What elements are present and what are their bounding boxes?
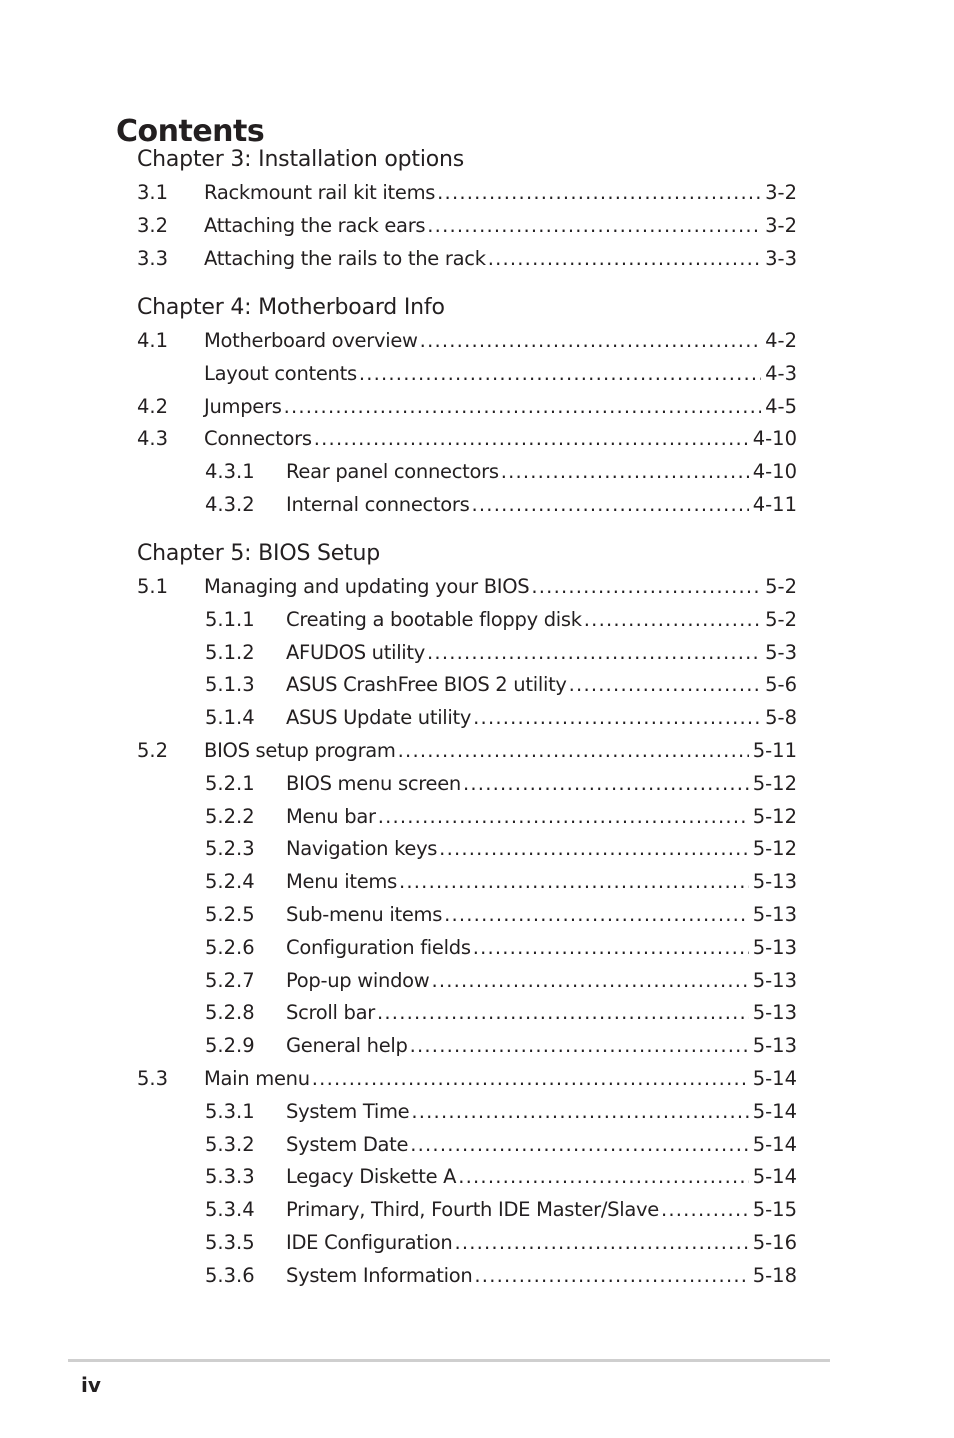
page-title: Contents [116, 114, 265, 150]
entry-page-number: 4-11 [752, 493, 797, 516]
entry-page-number: 3-2 [765, 213, 797, 237]
dot-leader [454, 1227, 748, 1259]
entry-number: 5.3 [137, 1067, 169, 1090]
entry-title: Menu bar [286, 804, 376, 828]
entry-page-number: 5-12 [752, 837, 797, 861]
entry-number: 5.3.6 [205, 1263, 255, 1287]
entry-number: 5.3.1 [205, 1099, 255, 1123]
dot-leader [314, 423, 749, 455]
entry-title: Configuration fields [286, 935, 471, 959]
toc-entry[interactable] [137, 489, 797, 521]
entry-page-number: 5-2 [765, 575, 797, 598]
entry-number: 5.1.4 [205, 706, 255, 730]
entry-number: 3.2 [137, 213, 169, 237]
toc-entry[interactable] [137, 325, 797, 357]
toc-entry[interactable] [137, 1161, 797, 1193]
dot-leader [473, 702, 761, 734]
dot-leader [531, 571, 761, 603]
entry-page-number: 5-13 [752, 903, 797, 926]
entry-title: Connectors [204, 427, 312, 451]
dot-leader [472, 489, 749, 521]
toc-entry[interactable] [137, 735, 797, 767]
entry-title: Menu items [286, 870, 397, 894]
entry-page-number: 5-12 [752, 771, 797, 795]
entry-page-number: 5-14 [752, 1099, 797, 1123]
entry-title: BIOS menu screen [286, 771, 461, 795]
entry-number: 4.3 [137, 427, 169, 451]
entry-title: Rear panel connectors [286, 460, 499, 484]
entry-title: ASUS Update utility [286, 706, 472, 730]
toc-entry[interactable] [137, 423, 797, 455]
entry-page-number: 5-13 [752, 935, 797, 959]
dot-leader [569, 669, 761, 701]
entry-page-number: 5-13 [752, 1001, 797, 1025]
dot-leader [359, 358, 761, 390]
entry-title: Main menu [204, 1067, 310, 1090]
entry-title: Internal connectors [286, 493, 470, 516]
entry-page-number: 5-13 [752, 870, 797, 894]
entry-number: 5.2.5 [205, 903, 255, 926]
entry-title: System Information [286, 1263, 473, 1287]
entry-title: Layout contents [204, 361, 357, 385]
entry-page-number: 5-15 [752, 1198, 797, 1222]
dot-leader [284, 391, 762, 423]
entry-number: 5.1 [137, 575, 169, 598]
toc-entry[interactable] [137, 932, 797, 964]
entry-title: Primary, Third, Fourth IDE Master/Slave [286, 1198, 659, 1222]
entry-title: Attaching the rails to the rack [204, 246, 486, 270]
entry-number: 5.2.7 [205, 968, 255, 992]
entry-number: 4.2 [137, 394, 169, 418]
toc-entry[interactable] [137, 1030, 797, 1062]
entry-page-number: 5-2 [765, 607, 797, 631]
dot-leader [444, 899, 749, 931]
entry-page-number: 4-2 [765, 329, 797, 352]
dot-leader [410, 1129, 749, 1161]
dot-leader [420, 325, 761, 357]
toc-entry[interactable] [137, 702, 797, 734]
toc-entry[interactable] [137, 833, 797, 865]
toc-entry[interactable] [137, 1194, 797, 1226]
entry-title: AFUDOS utility [286, 640, 426, 664]
entry-title: Scroll bar [286, 1001, 375, 1025]
dot-leader [458, 1161, 749, 1193]
entry-page-number: 5-3 [765, 640, 797, 664]
dot-leader [431, 965, 748, 997]
toc-entry[interactable] [137, 391, 797, 423]
entry-title: BIOS setup program [204, 739, 396, 762]
toc-entry[interactable] [137, 1129, 797, 1161]
entry-page-number: 5-14 [752, 1165, 797, 1189]
entry-page-number: 3-3 [765, 246, 797, 270]
entry-page-number: 4-10 [752, 460, 797, 484]
dot-leader [474, 1260, 748, 1292]
chapter-heading: Chapter 5: BIOS Setup [137, 541, 381, 566]
dot-leader [488, 243, 761, 275]
entry-page-number: 5-13 [752, 968, 797, 992]
footer-divider [68, 1359, 830, 1362]
entry-page-number: 4-5 [765, 394, 797, 418]
toc-entry[interactable] [137, 456, 797, 488]
entry-number: 5.2.1 [205, 771, 255, 795]
toc-entry[interactable] [137, 669, 797, 701]
entry-page-number: 5-8 [765, 706, 797, 730]
entry-page-number: 5-18 [752, 1263, 797, 1287]
toc-entry[interactable] [137, 1227, 797, 1259]
entry-number: 5.3.4 [205, 1198, 255, 1222]
toc-entry[interactable] [137, 965, 797, 997]
dot-leader [501, 456, 749, 488]
entry-title: Sub-menu items [286, 903, 443, 926]
dot-leader [378, 801, 749, 833]
entry-title: ASUS CrashFree BIOS 2 utility [286, 673, 567, 697]
entry-page-number: 5-14 [752, 1132, 797, 1156]
dot-leader [377, 997, 749, 1029]
entry-number: 5.1.2 [205, 640, 255, 664]
entry-number: 5.2.3 [205, 837, 255, 861]
entry-number: 5.3.3 [205, 1165, 255, 1189]
toc-entry[interactable] [137, 801, 797, 833]
entry-title: System Time [286, 1099, 410, 1123]
entry-number: 5.2.8 [205, 1001, 255, 1025]
entry-title: System Date [286, 1132, 409, 1156]
entry-number: 5.2.9 [205, 1034, 255, 1058]
entry-number: 5.2.6 [205, 935, 255, 959]
entry-title: Pop-up window [286, 968, 430, 992]
dot-leader [661, 1194, 749, 1226]
toc-entry[interactable] [137, 571, 797, 603]
entry-title: Rackmount rail kit items [204, 181, 436, 204]
dot-leader [398, 735, 749, 767]
toc-entry[interactable] [137, 1096, 797, 1128]
toc-entry[interactable] [137, 637, 797, 669]
entry-title: General help [286, 1034, 408, 1058]
dot-leader [584, 604, 761, 636]
toc-entry[interactable] [137, 768, 797, 800]
entry-number: 5.2 [137, 739, 169, 762]
dot-leader [473, 932, 749, 964]
toc-entry[interactable] [137, 997, 797, 1029]
entry-page-number: 3-2 [765, 181, 797, 204]
toc-entry[interactable] [137, 604, 797, 636]
entry-page-number: 4-3 [765, 361, 797, 385]
entry-number: 5.1.3 [205, 673, 255, 697]
entry-title: Legacy Diskette A [286, 1165, 457, 1189]
page-number: iv [81, 1373, 101, 1397]
entry-title: IDE Configuration [286, 1231, 453, 1254]
entry-number: 5.3.2 [205, 1132, 255, 1156]
toc-entry[interactable] [137, 899, 797, 931]
entry-title: Creating a bootable floppy disk [286, 607, 582, 631]
toc-entry[interactable] [137, 866, 797, 898]
dot-leader [312, 1063, 749, 1095]
dot-leader [437, 177, 761, 209]
entry-page-number: 5-6 [765, 673, 797, 697]
entry-page-number: 4-10 [752, 427, 797, 451]
chapter-heading: Chapter 3: Installation options [137, 147, 465, 172]
entry-number: 4.3.1 [205, 460, 255, 484]
entry-title: Jumpers [204, 394, 282, 418]
dot-leader [399, 866, 749, 898]
entry-title: Managing and updating your BIOS [204, 575, 530, 598]
entry-page-number: 5-14 [752, 1067, 797, 1090]
entry-page-number: 5-13 [752, 1034, 797, 1058]
entry-page-number: 5-11 [752, 739, 797, 762]
toc-entry[interactable] [137, 1063, 797, 1095]
entry-number: 3.1 [137, 181, 169, 204]
toc-entry[interactable] [137, 210, 797, 242]
toc-entry[interactable] [137, 177, 797, 209]
entry-number: 5.2.4 [205, 870, 255, 894]
toc-entry[interactable] [137, 1260, 797, 1292]
entry-number: 5.1.1 [205, 607, 255, 631]
toc-entry[interactable] [137, 358, 797, 390]
chapter-heading: Chapter 4: Motherboard Info [137, 295, 445, 320]
entry-title: Navigation keys [286, 837, 438, 861]
entry-number: 5.3.5 [205, 1231, 255, 1254]
dot-leader [463, 768, 749, 800]
entry-number: 3.3 [137, 246, 169, 270]
dot-leader [411, 1096, 748, 1128]
entry-number: 5.2.2 [205, 804, 255, 828]
entry-page-number: 5-16 [752, 1231, 797, 1254]
dot-leader [427, 210, 761, 242]
entry-number: 4.3.2 [205, 493, 255, 516]
dot-leader [427, 637, 761, 669]
dot-leader [439, 833, 749, 865]
dot-leader [410, 1030, 749, 1062]
entry-title: Motherboard overview [204, 329, 418, 352]
entry-title: Attaching the rack ears [204, 213, 426, 237]
entry-page-number: 5-12 [752, 804, 797, 828]
toc-entry[interactable] [137, 243, 797, 275]
entry-number: 4.1 [137, 329, 169, 352]
